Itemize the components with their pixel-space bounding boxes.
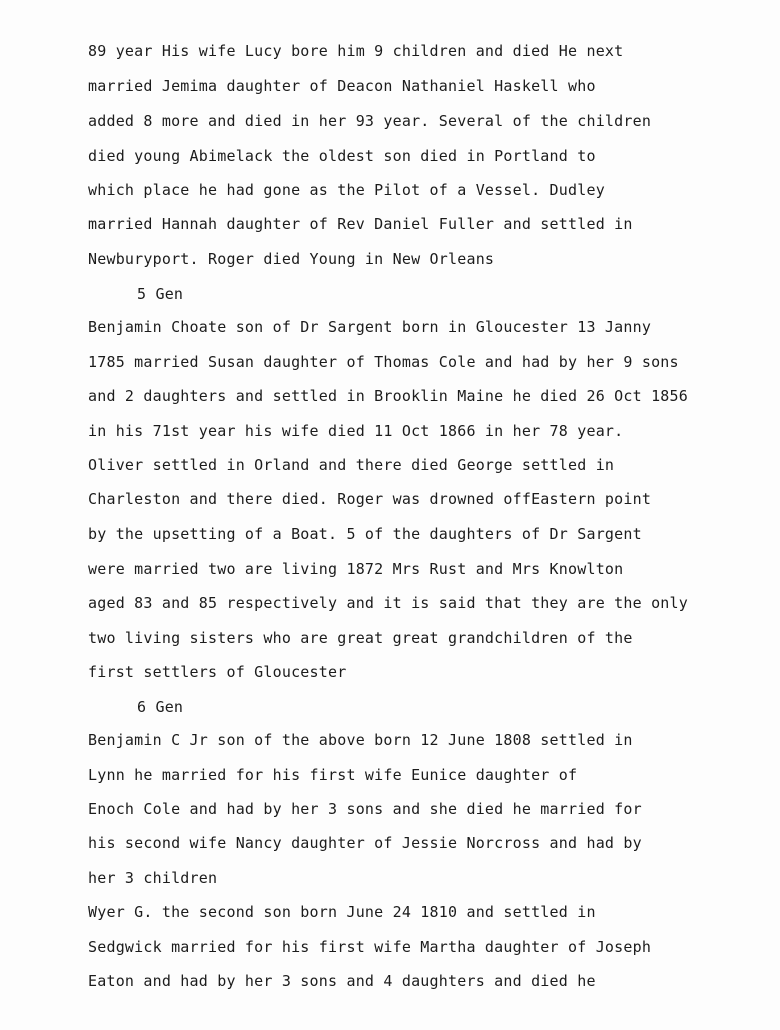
text-line: Oliver settled in Orland and there died George settled in [88,456,615,474]
text-line: Benjamin C Jr son of the above born 12 June 1808 settled in [88,731,633,749]
text-line: Charleston and there died. Roger was drowned offEastern point [88,490,652,508]
text-line: aged 83 and 85 respectively and it is said that they are the only [88,594,688,612]
text-line: Newburyport. Roger died Young in New Orleans [88,250,495,268]
text-line: Benjamin Choate son of Dr Sargent born in Gloucester 13 Janny [88,318,652,336]
text-line: 1785 married Susan daughter of Thomas Cole and had by her 9 sons [88,353,679,371]
text-line: added 8 more and died in her 93 year. Several of the children [88,112,652,130]
text-line: which place he had gone as the Pilot of a Vessel. Dudley [88,181,605,199]
text-line: Eaton and had by her 3 sons and 4 daughters and died he [88,972,596,990]
text-line: Enoch Cole and had by her 3 sons and she died he married for [88,800,642,818]
text-line: were married two are living 1872 Mrs Rust and Mrs Knowlton [88,560,624,578]
text-line: in his 71st year his wife died 11 Oct 1866 in her 78 year. [88,422,624,440]
text-line: Sedgwick married for his first wife Martha daughter of Joseph [88,938,652,956]
generation-heading: 5 Gen [137,285,184,303]
text-line: married Jemima daughter of Deacon Nathaniel Haskell who [88,77,596,95]
text-line: Wyer G. the second son born June 24 1810 and settled in [88,903,596,921]
text-line: married Hannah daughter of Rev Daniel Fuller and settled in [88,215,633,233]
text-line: two living sisters who are great great grandchildren of the [88,629,633,647]
text-line: and 2 daughters and settled in Brooklin Maine he died 26 Oct 1856 [88,387,688,405]
text-line: first settlers of Gloucester [88,663,347,681]
text-line: died young Abimelack the oldest son died in Portland to [88,147,596,165]
text-line: 89 year His wife Lucy bore him 9 children and died He next [88,42,624,60]
text-line: Lynn he married for his first wife Eunice daughter of [88,766,578,784]
text-line: his second wife Nancy daughter of Jessie Norcross and had by [88,834,642,852]
text-line: her 3 children [88,869,218,887]
generation-heading: 6 Gen [137,698,184,716]
text-line: by the upsetting of a Boat. 5 of the daughters of Dr Sargent [88,525,642,543]
